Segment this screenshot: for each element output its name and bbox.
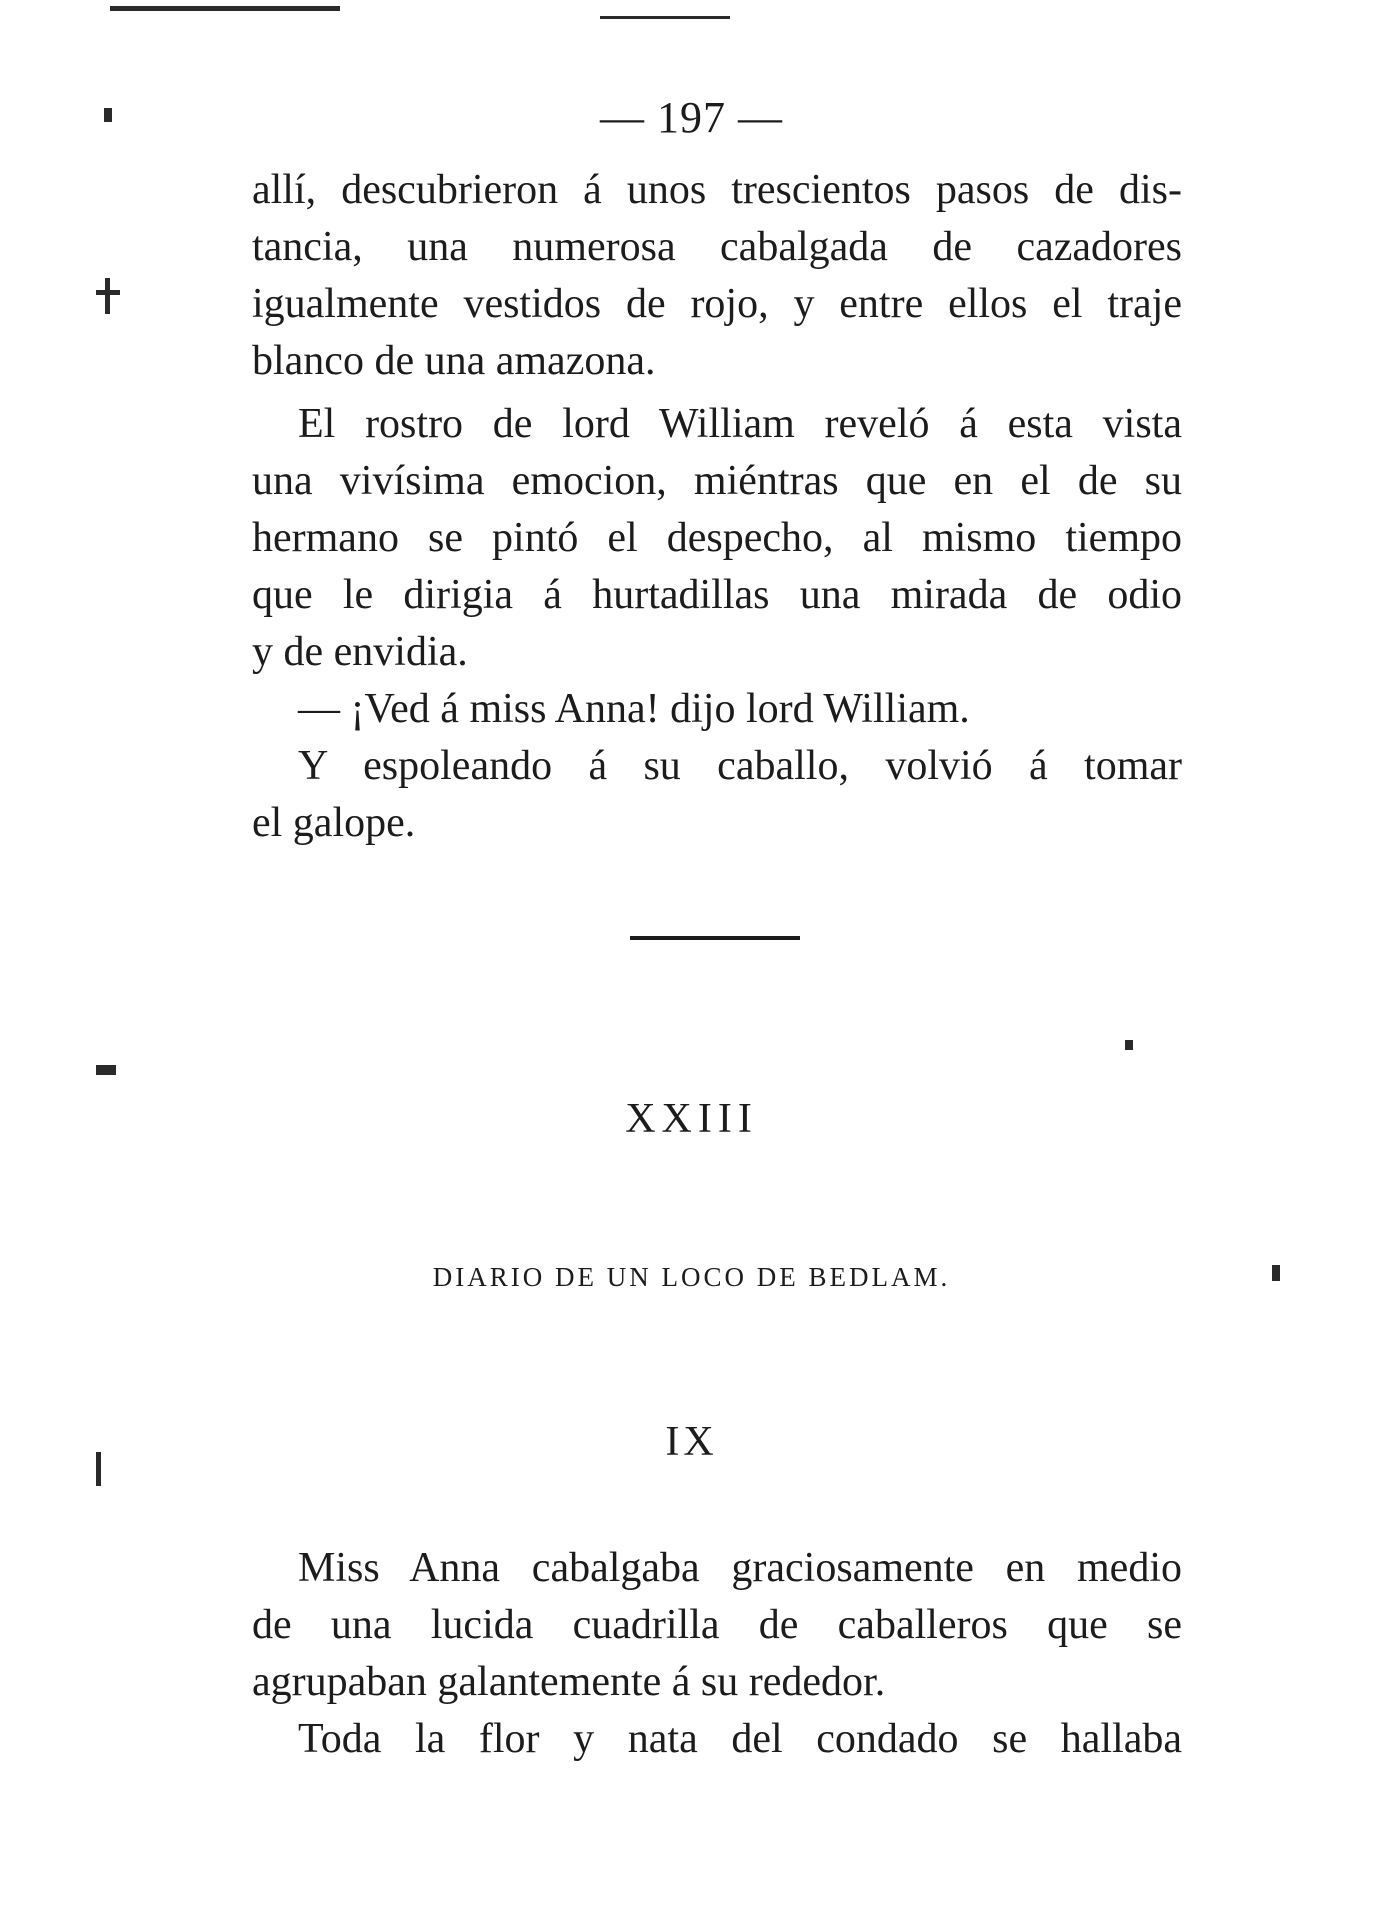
scan-mark-right-1 bbox=[1125, 1040, 1133, 1050]
paragraph-fourth bbox=[252, 738, 1182, 852]
paragraph-continued bbox=[252, 162, 1182, 390]
chapter-paragraph-first bbox=[252, 1540, 1182, 1711]
scan-mark-left-4 bbox=[96, 1065, 116, 1075]
text-line: de una lucida cuadrilla de caballeros que se bbox=[252, 1602, 1182, 1648]
page-number: — 197 — bbox=[600, 93, 783, 142]
text-line: — ¡Ved á miss Anna! dijo lord William. bbox=[298, 686, 970, 732]
chapter-number: XXIII bbox=[625, 1096, 758, 1142]
text-line: igualmente vestidos de rojo, y entre ellos el traje bbox=[252, 281, 1182, 327]
text-line: Toda la flor y nata del condado se hallaba bbox=[298, 1716, 1182, 1762]
text-line: El rostro de lord William reveló á esta vista bbox=[298, 401, 1182, 447]
text-line: agrupaban galantemente á su rededor. bbox=[252, 1659, 886, 1705]
paragraph-dialogue bbox=[252, 681, 1182, 738]
text-line: el galope. bbox=[252, 800, 416, 846]
text-line: que le dirigia á hurtadillas una mirada de odio bbox=[252, 572, 1182, 618]
text-line: Miss Anna cabalgaba graciosamente en medio bbox=[298, 1545, 1182, 1591]
section-divider bbox=[630, 936, 800, 940]
text-line: tancia, una numerosa cabalgada de cazadores bbox=[252, 224, 1182, 270]
scan-mark-top-center bbox=[600, 16, 730, 19]
text-line: allí, descubrieron á unos trescientos pasos de dis- bbox=[252, 167, 1182, 213]
text-line: Y espoleando á su caballo, volvió á tomar bbox=[298, 743, 1182, 789]
scan-mark-left-3 bbox=[105, 278, 110, 314]
text-line: y de envidia. bbox=[252, 629, 468, 675]
chapter-title: DIARIO DE UN LOCO DE BEDLAM. bbox=[432, 1262, 951, 1292]
text-line: blanco de una amazona. bbox=[252, 338, 656, 384]
text-line: hermano se pintó el despecho, al mismo tiempo bbox=[252, 515, 1182, 561]
paragraph-second bbox=[252, 396, 1182, 681]
chapter-paragraph-second bbox=[252, 1711, 1182, 1768]
text-line: una vivísima emocion, miéntras que en el de su bbox=[252, 458, 1182, 504]
section-number: IX bbox=[665, 1419, 718, 1465]
scan-mark-top-left bbox=[110, 6, 340, 11]
